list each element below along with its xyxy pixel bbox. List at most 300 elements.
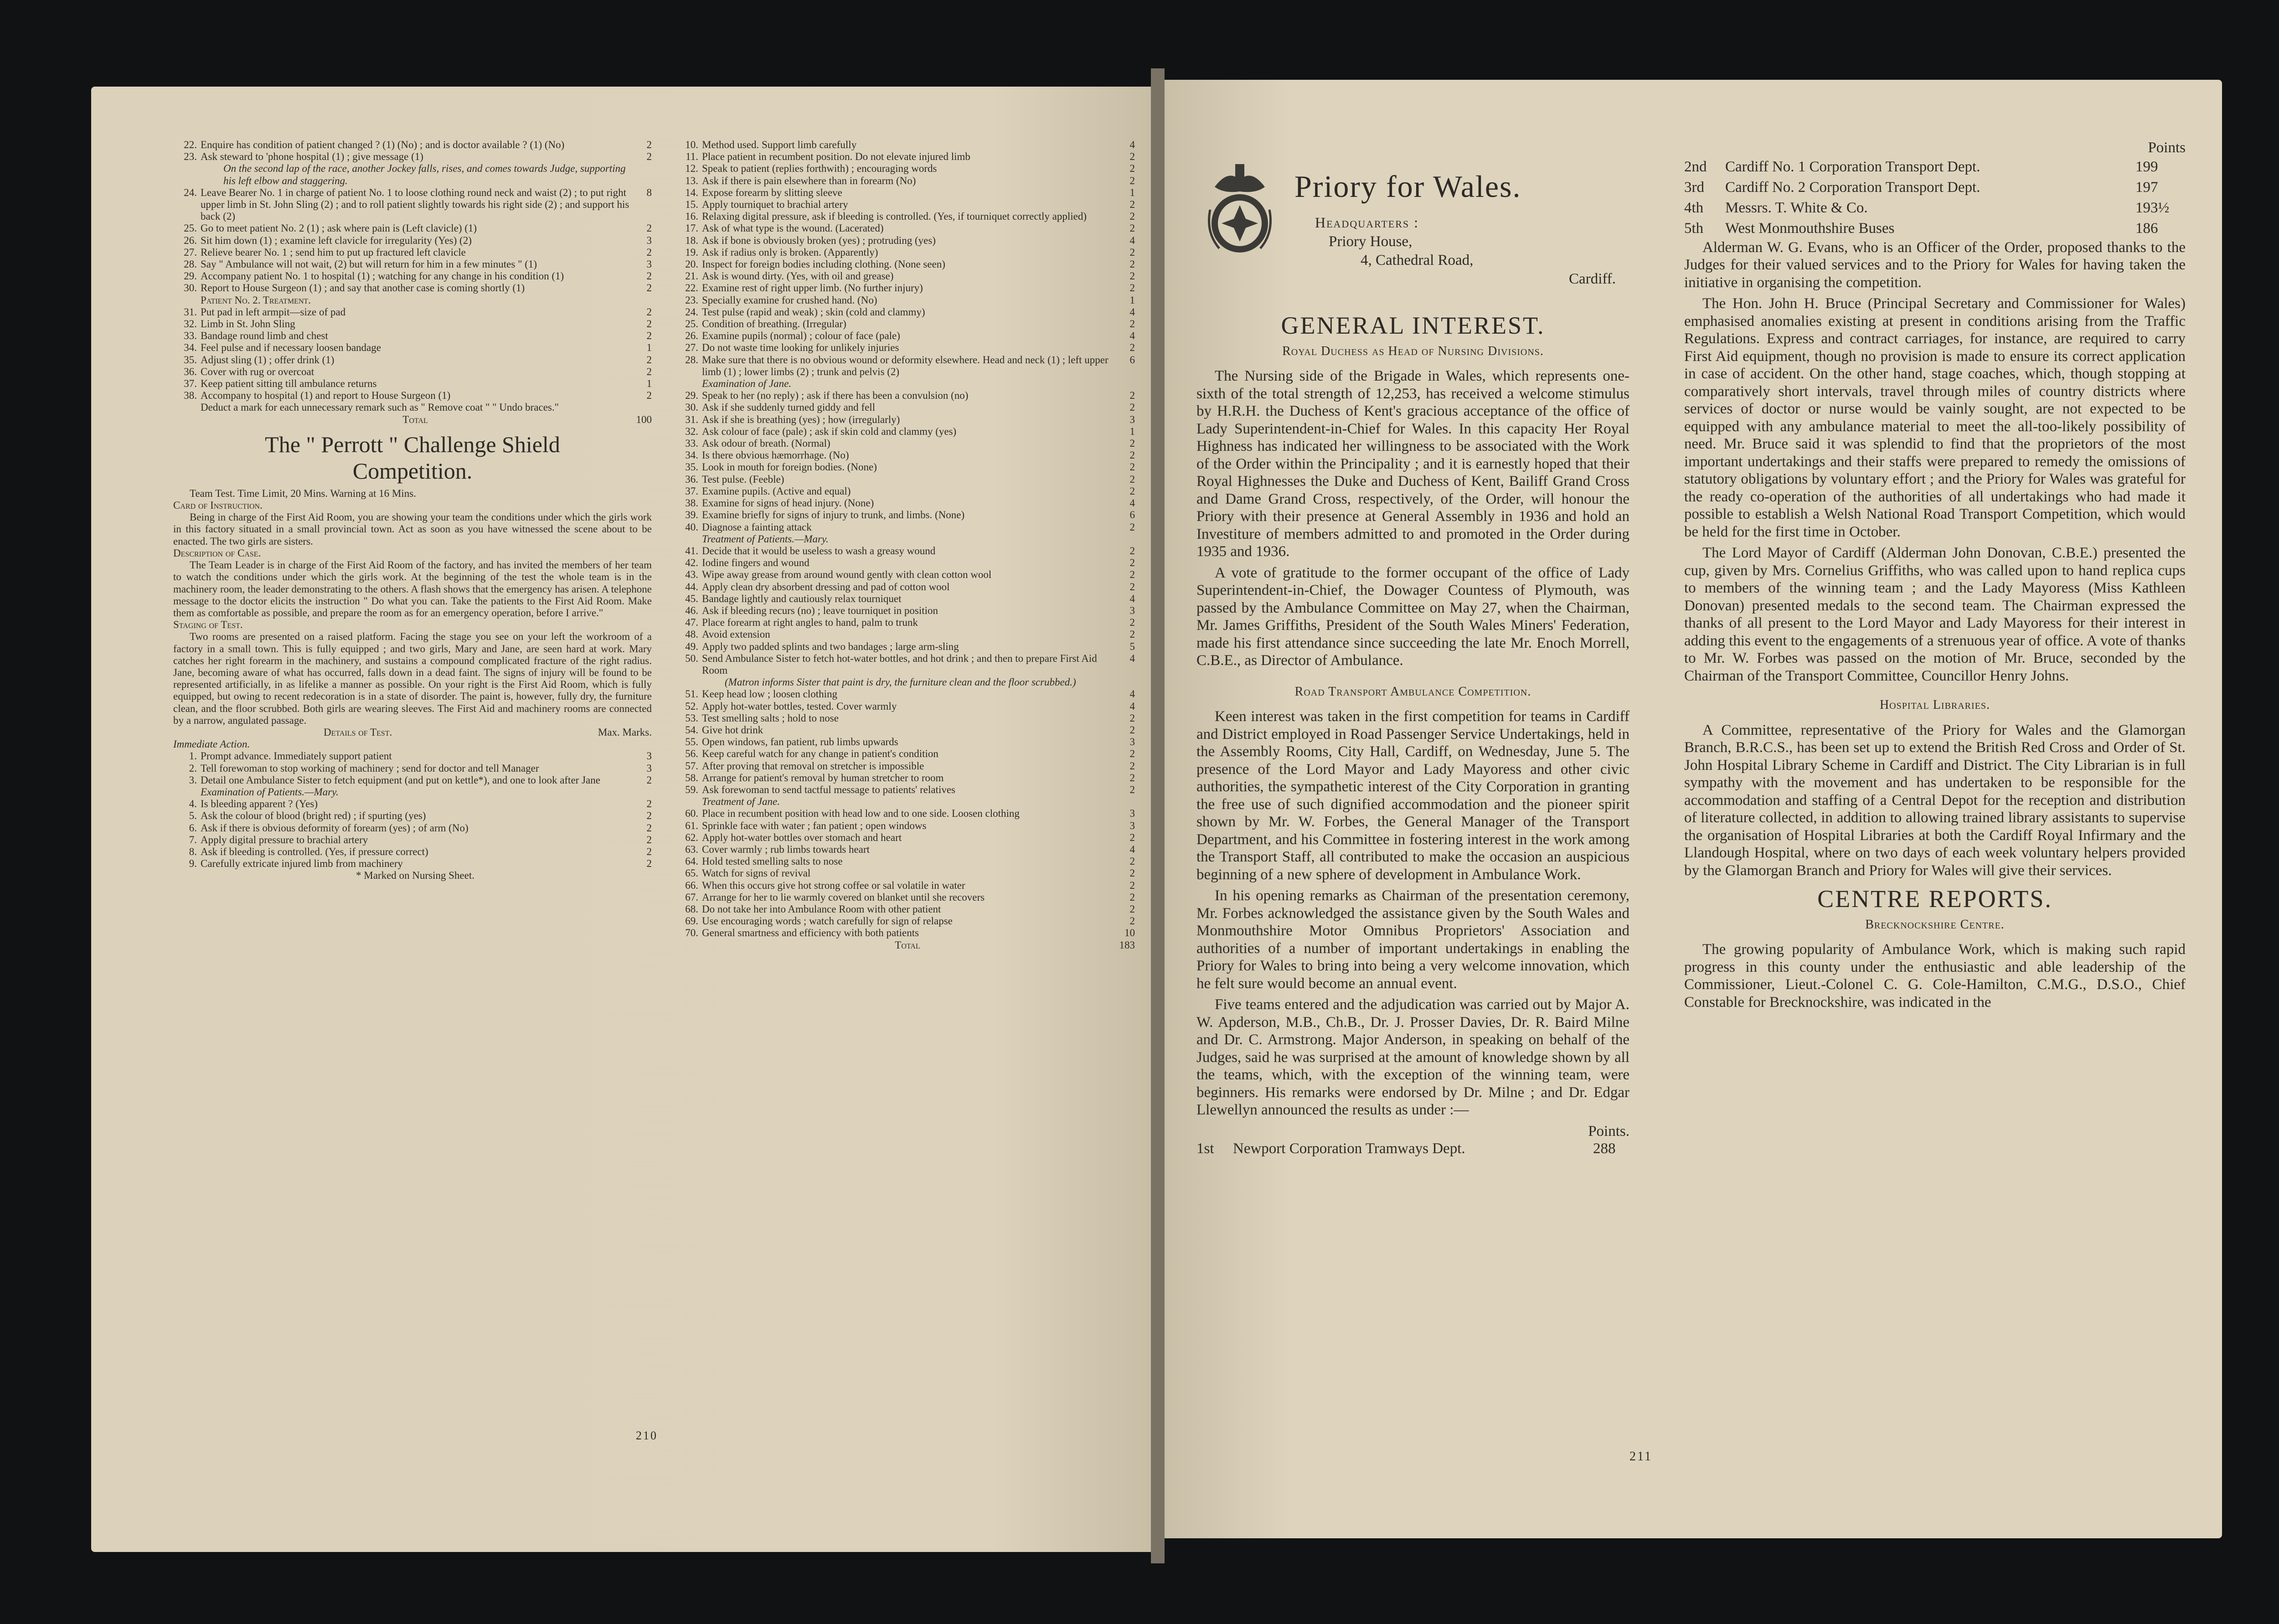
item-number: 26. (685, 330, 698, 342)
item-marks: 5 (1129, 640, 1135, 652)
item-number: 32. (685, 425, 698, 437)
item-marks: 2 (1129, 856, 1135, 867)
item-text: Apply digital pressure to brachial artery (201, 834, 368, 846)
item-number: 20. (685, 258, 698, 270)
list-item (675, 784, 1135, 796)
item-text: Use encouraging words ; watch carefully for sign of relapse (702, 915, 953, 927)
item-text: Place patient in recumbent position. Do not elevate injured limb (702, 151, 970, 163)
item-marks: 6 (1129, 354, 1135, 366)
list-item (675, 760, 1135, 772)
item-text: Do not waste time looking for unlikely injuries (702, 342, 899, 354)
item-text: Ask if there is obvious deformity of forearm (yes) ; of arm (No) (201, 822, 469, 834)
item-text: On the second lap of the race, another Jockey falls, rises, and comes towards Judge, supporting his left elbow and staggering. (223, 163, 626, 186)
result-points: 193½ (2135, 199, 2170, 216)
page-number: 211 (1629, 1449, 1652, 1464)
result-row (1196, 1140, 1629, 1158)
item-text: Total (895, 939, 920, 951)
item-number: 21. (685, 270, 698, 282)
list-item (675, 724, 1135, 736)
immediate-heading: Immediate Action. (173, 738, 250, 750)
item-number: 69. (685, 915, 698, 927)
item-text: Keep patient sitting till ambulance returns (201, 378, 377, 390)
item-text: Place forearm at right angles to hand, palm to trunk (702, 617, 918, 629)
list-item (173, 222, 652, 234)
list-item (173, 798, 652, 810)
item-marks: 1 (1129, 186, 1135, 198)
item-text: Ask odour of breath. (Normal) (702, 438, 830, 449)
item-number: 30. (184, 282, 197, 294)
item-text: Test smelling salts ; hold to nose (702, 712, 839, 724)
list-item (675, 867, 1135, 879)
result-team: West Monmouthshire Buses (1725, 220, 1895, 237)
item-text: Treatment of Patients.—Mary. (702, 533, 829, 545)
list-item (675, 282, 1135, 294)
item-text: Method used. Support limb carefully (702, 139, 857, 150)
item-marks: 2 (1129, 784, 1135, 795)
item-marks: 2 (646, 834, 652, 846)
item-text: Ask steward to 'phone hospital (1) ; give message (1) (201, 151, 423, 163)
item-marks: 2 (646, 246, 652, 258)
item-number: 54. (685, 724, 698, 736)
list-item (675, 342, 1135, 354)
item-marks: 3 (646, 750, 652, 762)
list-item (675, 569, 1135, 581)
item-number: 15. (685, 199, 698, 211)
item-marks: 2 (1129, 473, 1135, 485)
list-item (173, 282, 652, 294)
item-marks: 4 (1129, 652, 1135, 664)
list-item (173, 342, 652, 354)
item-number: 5. (189, 810, 197, 822)
list-item (675, 235, 1135, 247)
item-number: 24. (184, 186, 197, 198)
book-spine (1151, 68, 1165, 1563)
list-item (675, 880, 1135, 892)
details-row (173, 727, 652, 738)
list-item (675, 402, 1135, 413)
list-item (675, 414, 1135, 426)
list-item (173, 414, 652, 426)
item-number: 18. (685, 234, 698, 246)
result-place: 1st (1196, 1140, 1214, 1157)
item-marks: 2 (646, 139, 652, 150)
item-number: 12. (685, 163, 698, 175)
item-number: 50. (685, 652, 698, 664)
item-marks: 3 (1129, 736, 1135, 748)
item-text: Apply hot-water bottles, tested. Cover warmly (702, 700, 897, 712)
list-item (675, 832, 1135, 844)
item-number: 28. (184, 258, 197, 270)
list-item (675, 199, 1135, 211)
item-text: Do not take her into Ambulance Room with other patient (702, 903, 941, 915)
address-line: Priory House, (1329, 233, 1413, 250)
list-item (173, 870, 652, 882)
item-marks: 10 (1124, 927, 1135, 939)
item-text: Apply clean dry absorbent dressing and pad of cotton wool (702, 581, 950, 593)
max-marks-label: Max. Marks. (598, 726, 652, 738)
item-marks: 2 (646, 390, 652, 402)
item-marks: 2 (1129, 258, 1135, 270)
list-item (173, 318, 652, 330)
item-marks: 2 (646, 270, 652, 282)
item-number: 57. (685, 760, 698, 772)
paragraph: In his opening remarks as Chairman of the presentation ceremony, Mr. Forbes acknowledged the assistance given by the South Wales and Monmouthshire Motor Omnibus Proprietors' Association and authorities of a number of important undertakings in enabling the Priory for Wales to bring into being a very welcome innovation, which he felt sure would become an annual event. (1196, 887, 1629, 992)
item-marks: 2 (1129, 461, 1135, 473)
item-marks: 2 (1129, 270, 1135, 282)
item-text: Tell forewoman to stop working of machinery ; send for doctor and tell Manager (201, 762, 539, 774)
item-marks: 2 (1129, 163, 1135, 175)
item-number: 17. (685, 222, 698, 234)
item-text: Is bleeding apparent ? (Yes) (201, 798, 318, 810)
item-marks: 1 (646, 378, 652, 390)
item-marks: 4 (1129, 700, 1135, 712)
hospital-libraries-heading: Hospital Libraries. (1879, 698, 1990, 712)
list-item (675, 175, 1135, 187)
result-team: Cardiff No. 2 Corporation Transport Dept. (1725, 179, 1980, 196)
item-marks: 2 (1129, 485, 1135, 497)
item-number: 27. (685, 342, 698, 354)
item-marks: 2 (1129, 211, 1135, 222)
list-item (675, 736, 1135, 748)
list-item (675, 581, 1135, 593)
item-number: 37. (184, 378, 197, 390)
item-text: Look in mouth for foreign bodies. (None) (702, 461, 877, 473)
item-marks: 2 (1129, 569, 1135, 581)
item-text: Apply hot-water bottles over stomach and heart (702, 831, 902, 843)
right-page (1165, 80, 2222, 1538)
item-marks: 2 (1129, 712, 1135, 724)
item-text: Ask of what type is the wound. (Lacerated) (702, 222, 884, 234)
list-item (675, 485, 1135, 497)
item-number: 24. (685, 306, 698, 318)
item-text: Ask if she suddenly turned giddy and fell (702, 402, 876, 413)
list-item (675, 139, 1135, 151)
item-text: Feel pulse and if necessary loosen bandage (201, 342, 381, 354)
result-row (1684, 157, 2186, 177)
item-marks: 3 (1129, 808, 1135, 820)
item-text: Examine for signs of head injury. (None) (702, 497, 874, 509)
item-number: 70. (685, 927, 698, 939)
item-marks: 1 (1129, 294, 1135, 306)
list-item (675, 533, 1135, 545)
item-marks: 3 (1129, 413, 1135, 425)
item-number: 33. (685, 438, 698, 449)
item-marks: 3 (646, 762, 652, 774)
general-interest-heading: GENERAL INTEREST. (1281, 312, 1545, 339)
item-number: 31. (184, 306, 197, 318)
item-number: 22. (685, 282, 698, 294)
item-text: Iodine fingers and wound (702, 557, 810, 569)
list-item (173, 187, 652, 223)
item-marks: 2 (646, 846, 652, 857)
list-item (173, 151, 652, 163)
item-marks: 2 (646, 306, 652, 318)
item-number: 38. (184, 390, 197, 402)
item-marks: 2 (646, 330, 652, 342)
item-text: (Matron informs Sister that paint is dry, the furniture clean and the floor scrubbed.) (725, 676, 1076, 688)
list-item (675, 820, 1135, 832)
list-item (173, 247, 652, 258)
item-text: Place in recumbent position with head low and to one side. Loosen clothing (702, 808, 1020, 820)
item-text: Go to meet patient No. 2 (1) ; ask where pain is (Left clavicle) (1) (201, 222, 477, 234)
list-item (675, 258, 1135, 270)
list-item (173, 763, 652, 774)
item-text: Relaxing digital pressure, ask if bleeding is controlled. (Yes, if tourniquet correctly applied) (702, 211, 1087, 222)
left-column-2 (675, 139, 1135, 951)
item-marks: 2 (646, 774, 652, 786)
item-text: Ask if there is pain elsewhere than in forearm (No) (702, 175, 916, 186)
item-marks: 4 (1129, 330, 1135, 342)
item-number: 35. (685, 461, 698, 473)
item-number: 37. (685, 485, 698, 497)
list-item (675, 509, 1135, 521)
list-item (675, 617, 1135, 629)
item-text: Open windows, fan patient, rub limbs upwards (702, 736, 898, 748)
item-text: Examine briefly for signs of injury to trunk, and limbs. (None) (702, 509, 965, 521)
item-text: Leave Bearer No. 1 in charge of patient No. 1 to loose clothing round neck and waist (2) ; to put right upper limb in St. John Sling (2) ; and to roll patient slightly towards his right side (2) ; and support his back (2) (201, 186, 629, 222)
royal-duchess-heading: Royal Duchess as Head of Nursing Divisions. (1282, 344, 1544, 358)
list-item (173, 306, 652, 318)
item-marks: 2 (1129, 724, 1135, 736)
staging-heading: Staging of Test. (173, 619, 243, 631)
item-marks: 3 (646, 258, 652, 270)
result-place: 5th (1684, 220, 1704, 237)
item-number: 55. (685, 736, 698, 748)
item-text: * Marked on Nursing Sheet. (356, 870, 474, 882)
item-number: 39. (685, 509, 698, 521)
list-item (173, 774, 652, 786)
item-marks: 100 (636, 413, 652, 425)
item-number: 27. (184, 246, 197, 258)
item-text: Ask if bone is obviously broken (yes) ; protruding (yes) (702, 234, 936, 246)
list-item (173, 258, 652, 270)
headquarters-address (1329, 232, 1616, 289)
list-item (675, 211, 1135, 222)
item-marks: 2 (646, 366, 652, 377)
list-item (173, 270, 652, 282)
paragraph: Five teams entered and the adjudication was carried out by Major A. W. Apderson, M.B., Ch.B., Dr. J. Prosser Davies, Dr. R. Baird Milne and Dr. C. Armstrong. Major Anderson, in speaking on behalf of the Judges, said he was surprised at the amount of knowledge shown by all the teams, which, with the exception of the winning team, were beginners. His remarks were endorsed by Dr. Milne ; and Dr. Edgar Llewellyn announced the results as under :— (1196, 996, 1629, 1118)
item-marks: 2 (646, 822, 652, 834)
result-team: Newport Corporation Tramways Dept. (1233, 1140, 1465, 1157)
item-text: Hold tested smelling salts to nose (702, 856, 843, 867)
item-number: 38. (685, 497, 698, 509)
item-text: Ask colour of face (pale) ; ask if skin cold and clammy (yes) (702, 425, 957, 437)
item-text: Limb in St. John Sling (201, 318, 295, 330)
item-number: 68. (685, 903, 698, 915)
list-item (675, 521, 1135, 533)
shield-title: The " Perrott " Challenge Shield Competition. (265, 431, 560, 484)
item-number: 66. (685, 879, 698, 891)
item-number: 34. (685, 449, 698, 461)
item-number: 40. (685, 521, 698, 533)
item-text: Decide that it would be useless to wash a greasy wound (702, 545, 936, 557)
list-item (675, 641, 1135, 653)
list-item (173, 163, 652, 186)
item-number: 46. (685, 604, 698, 616)
item-text: Deduct a mark for each unnecessary remark such as " Remove coat " " Undo braces." (201, 402, 559, 413)
list-item (675, 187, 1135, 199)
list-item (675, 378, 1135, 390)
item-text: Put pad in left armpit—size of pad (201, 306, 346, 318)
item-number: 10. (685, 139, 698, 150)
paragraph: Alderman W. G. Evans, who is an Officer of the Order, proposed thanks to the Judges for their valued services and to the Priory for Wales for having taken the initiative in organising the competition. (1684, 239, 2186, 291)
item-number: 25. (184, 222, 197, 234)
item-marks: 2 (646, 318, 652, 330)
result-team: Cardiff No. 1 Corporation Transport Dept. (1725, 158, 1980, 175)
item-text: Ask if she is breathing (yes) ; how (irregularly) (702, 413, 900, 425)
item-number: 43. (685, 569, 698, 581)
item-text: Apply two padded splints and two bandages ; large arm-sling (702, 640, 959, 652)
points-label: Points (2148, 139, 2186, 156)
item-number: 49. (685, 640, 698, 652)
item-text: Is there obvious hæmorrhage. (No) (702, 449, 849, 461)
item-marks: 2 (1129, 222, 1135, 234)
list-item (675, 222, 1135, 234)
description-heading: Description of Case. (173, 547, 261, 559)
list-item (675, 449, 1135, 461)
list-item (173, 378, 652, 390)
priory-crest-icon (1196, 155, 1283, 260)
item-text: Wipe away grease from around wound gently with clean cotton wool (702, 569, 992, 581)
paragraph: A vote of gratitude to the former occupant of the office of Lady Superintendent-in-Chief, the Dowager Countess of Plymouth, was passed by the Ambulance Committee on May 27, when the Chairman, Mr. James Griffiths, President of the South Wales Miners' Federation, made his first attendance since succeeding the late Mr. Enoch Morrell, C.B.E., as Director of Ambulance. (1196, 564, 1629, 669)
list-item (675, 856, 1135, 867)
list-item (675, 903, 1135, 915)
result-place: 2nd (1684, 158, 1707, 175)
item-marks: 2 (1129, 175, 1135, 186)
item-marks: 2 (1129, 629, 1135, 640)
list-item (675, 294, 1135, 306)
item-text: Sit him down (1) ; examine left clavicle for irregularity (Yes) (2) (201, 234, 472, 246)
description-text: The Team Leader is in charge of the First Aid Room of the factory, and has invited the members of her team to watch the conditions under which the girls work. At the beginning of the test the whole team is in the machinery room, the leader demonstrating to the others. A flash shows that the emergency has arisen. A telephone message to the doctor elicits the instruction " Do what you can. Take the patients to the First Aid Room. Make them as comfortable as possible, and prepare the room as for an emergency operation, before I arrive." (173, 559, 652, 619)
item-text: Bandage round limb and chest (201, 330, 328, 342)
list-item (173, 786, 652, 798)
item-number: 29. (184, 270, 197, 282)
list-item (675, 474, 1135, 485)
item-marks: 2 (1129, 831, 1135, 843)
list-item (675, 390, 1135, 402)
item-number: 36. (685, 473, 698, 485)
item-text: Examination of Patients.—Mary. (201, 786, 339, 798)
address-line: Cardiff. (1569, 271, 1616, 287)
item-number: 8. (189, 846, 197, 857)
list-item (675, 461, 1135, 473)
item-marks: 3 (1129, 604, 1135, 616)
item-text: Test pulse. (Feeble) (702, 473, 784, 485)
item-marks: 2 (1129, 581, 1135, 593)
priory-title: Priory for Wales. (1294, 169, 1521, 204)
list-item (173, 846, 652, 858)
item-marks: 2 (1129, 151, 1135, 163)
list-item (675, 270, 1135, 282)
paragraph: The Lord Mayor of Cardiff (Alderman John Donovan, C.B.E.) presented the cup, given by Mrs. Cornelius Griffiths, who was called upon to hand replica cups to members of the winning team ; and the Lady Mayoress (Miss Kathleen Donovan) presented medals to the second team. The Chairman expressed the thanks of all present to the Lord Mayor and Lady Mayoress for their interest in adding this event to the engagements of a strenuous year of office. A vote of thanks to Mr. W. Forbes was passed on the motion of Mr. Bruce, seconded by the Chairman of the Transport Committee, Councillor Henry Johns. (1684, 545, 2186, 684)
item-text: Detail one Ambulance Sister to fetch equipment (and put on kettle*), and one to look after Jane (201, 774, 600, 786)
list-item (675, 306, 1135, 318)
item-number: 65. (685, 867, 698, 879)
result-points: 288 (1593, 1140, 1616, 1157)
item-text: Sprinkle face with water ; fan patient ; open windows (702, 820, 927, 831)
result-points: 186 (2135, 220, 2158, 237)
list-item (173, 139, 652, 151)
item-number: 2. (189, 762, 197, 774)
item-marks: 2 (1129, 246, 1135, 258)
item-text: Ask forewoman to send tactful message to patients' relatives (702, 784, 955, 795)
card-text: Being in charge of the First Aid Room, you are showing your team the conditions under which the girls work in this factory situated in a small provincial town. Act as soon as you have witnessed the scene about to be enacted. The two girls are sisters. (173, 511, 652, 547)
list-item (675, 151, 1135, 163)
left-page (91, 87, 1151, 1552)
points-label: Points. (1588, 1123, 1629, 1139)
item-text: Ask if bleeding recurs (no) ; leave tourniquet in position (702, 604, 938, 616)
item-marks: 2 (646, 858, 652, 870)
item-text: Speak to her (no reply) ; ask if there has been a convulsion (no) (702, 390, 969, 402)
item-text: Examine pupils. (Active and equal) (702, 485, 851, 497)
item-number: 62. (685, 831, 698, 843)
paragraph: The growing popularity of Ambulance Work, which is making such rapid progress in this county under the enthusiastic and able leadership of the Commissioner, Lieut.-Colonel C. G. Cole-Hamilton, C.M.G., D.S.O., Chief Constable for Brecknockshire, was indicated in the (1684, 941, 2186, 1010)
paragraph: Keen interest was taken in the first competition for teams in Cardiff and District employed in Road Passenger Service Undertakings, held in the Assembly Rooms, City Hall, Cardiff, on Wednesday, June 5. The presence of the Lord Mayor and Lady Mayoress and other civic authorities, the sympathetic interest of the City Corporation in granting the free use of such dignified accommodation and the pioneer spirit shown by Mr. W. Forbes, the General Manager of the Transport Department, and his Committee in fostering interest in the work among the Transport Staff, all contributed to make the occasion an auspicious beginning of a new sphere of development in Ambulance Work. (1196, 708, 1629, 883)
item-marks: 2 (646, 282, 652, 294)
item-text: Report to House Surgeon (1) ; and say that another case is coming shortly (1) (201, 282, 525, 294)
item-number: 47. (685, 617, 698, 629)
item-number: 63. (685, 843, 698, 855)
list-item (173, 294, 652, 306)
item-text: Examination of Jane. (702, 378, 792, 390)
item-marks: 2 (1129, 402, 1135, 413)
road-transport-heading: Road Transport Ambulance Competition. (1294, 684, 1531, 699)
list-item (173, 822, 652, 834)
item-number: 64. (685, 856, 698, 867)
staging-text: Two rooms are presented on a raised platform. Facing the stage you see on your left the workroom of a factory in a small town. This is fully equipped ; and two girls, Mary and Jane, are seen hard at work. Mary catches her right forearm in the machinery, and sustains a compound complicated fracture of the right radius. Jane, becoming aware of what has occurred, falls down in a dead faint. The signs of injury will be found to be represented artificially, in as lifelike a manner as possible. On your right is the First Aid Room, which is fully equipped, but owing to recent redecoration is in a state of disorder. The paint is, however, fully dry, the furniture clean, and the floor scrubbed. Both girls are wearing sleeves. The First Aid and machinery rooms are connected by a narrow, angulated passage. (173, 631, 652, 726)
item-text: Avoid extension (702, 629, 770, 640)
item-text: After proving that removal on stretcher is impossible (702, 760, 924, 772)
item-marks: 1 (646, 342, 652, 354)
item-text: Total (402, 413, 428, 425)
item-number: 56. (685, 748, 698, 760)
centre-reports-heading: CENTRE REPORTS. (1817, 885, 2052, 913)
item-marks: 4 (1129, 688, 1135, 700)
item-number: 60. (685, 808, 698, 820)
brecknockshire-heading: Brecknockshire Centre. (1865, 917, 2005, 932)
item-text: Give hot drink (702, 724, 763, 736)
result-points: 197 (2135, 179, 2158, 196)
item-text: Treatment of Jane. (702, 796, 780, 808)
item-marks: 2 (1129, 199, 1135, 211)
list-item (675, 939, 1135, 951)
item-number: 45. (685, 593, 698, 604)
item-text: Keep careful watch for any change in patient's condition (702, 748, 938, 760)
item-number: 11. (686, 151, 698, 163)
list-item (173, 354, 652, 366)
item-text: Test pulse (rapid and weak) ; skin (cold and clammy) (702, 306, 925, 318)
list-item (675, 808, 1135, 820)
list-item (173, 810, 652, 822)
list-item (173, 390, 652, 402)
item-text: Enquire has condition of patient changed ? (1) (No) ; and is doctor available ? (1) (No) (201, 139, 565, 150)
item-marks: 2 (1129, 449, 1135, 461)
item-marks: 2 (1129, 438, 1135, 449)
list-item (173, 750, 652, 762)
list-item (675, 593, 1135, 605)
item-number: 16. (685, 211, 698, 222)
item-text: Bandage lightly and cautiously relax tourniquet (702, 593, 902, 604)
paragraph: A Committee, representative of the Priory for Wales and the Glamorgan Branch, B.R.C.S., has been set up to extend the British Red Cross and Order of St. John Hospital Library Scheme in Cardiff and District. The City Librarian is in full sympathy with the movement and has undertaken to be responsible for the accommodation and staffing of a Central Depot for the reception and distribution of literature collected, in addition to allowing trained library assistants to supervise the organisation of Hospital Libraries at both the Cardiff Royal Infirmary and the Llandough Hospital, where on two days of each week voluntary helpers provided by the Glamorgan Branch and Priory for Wales will give their services. (1684, 722, 2186, 879)
item-marks: 2 (646, 151, 652, 163)
left-column-1 (173, 139, 652, 882)
item-number: 26. (184, 234, 197, 246)
item-marks: 4 (1129, 139, 1135, 150)
list-item (675, 247, 1135, 258)
right-column-2 (1684, 139, 2186, 1015)
list-item (675, 545, 1135, 557)
list-item (675, 605, 1135, 617)
